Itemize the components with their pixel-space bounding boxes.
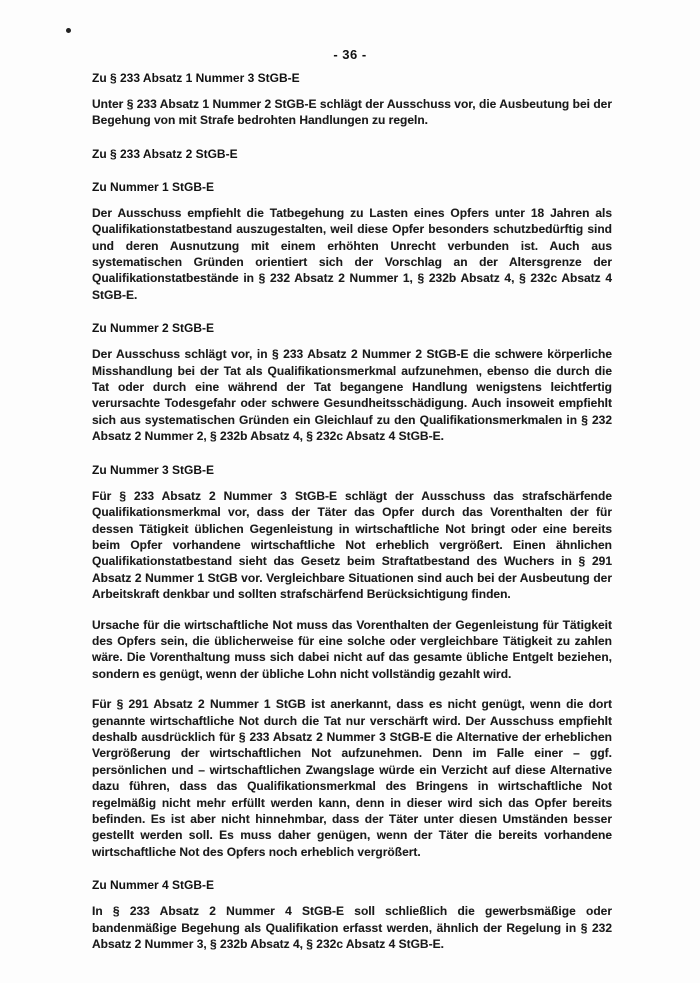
section-paragraph: Der Ausschuss empfiehlt die Tatbegehung zu Lasten eines Opfers unter 18 Jahren als Qualifikationstatbestand auszugestalten, weil diese Opfer besonders schutzbedürftig sind und deren Ausnutzung mit einem erhöhten Unrecht verbunden ist. Auch aus systematischen Gründen orientiert sich der Vorschlag an der Altersgrenze der Qualifikationstatbestände in § 232 Absatz 2 Nummer 1, § 232b Absatz 4, § 232c Absatz 4 StGB-E.: [92, 205, 612, 302]
section-paragraph: Für § 291 Absatz 2 Nummer 1 StGB ist anerkannt, dass es nicht genügt, wenn die dort genannte wirtschaftliche Not durch die Tat nur verschärft wird. Der Ausschuss empfiehlt deshalb ausdrücklich für § 233 Absatz 2 Nummer 3 StGB-E die Alternative der erheblichen Vergrößerung der wirtschaftlichen Not aufzunehmen. Denn im Falle einer – ggf. persönlichen und – wirtschaftlichen Zwangslage würde ein Verzicht auf diese Alternative dazu führen, dass das Qualifikationsmerkmal des Bringens in wirtschaftliche Not regelmäßig nicht mehr erfüllt werden kann, denn in dieser wird sich das Opfer bereits befinden. Es ist aber nicht hinnehmbar, dass der Täter unter diesen Umständen besser gestellt werden soll. Es muss daher genügen, wenn der Täter die bereits vorhandene wirtschaftliche Not des Opfers noch erheblich vergrößert.: [92, 697, 612, 859]
section-paragraph: Unter § 233 Absatz 1 Nummer 2 StGB-E schlägt der Ausschuss vor, die Ausbeutung bei der Begehung von mit Strafe bedrohten Handlungen zu regeln.: [92, 97, 612, 128]
section-paragraph: In § 233 Absatz 2 Nummer 4 StGB-E soll schließlich die gewerbsmäßige oder bandenmäßige Begehung als Qualifikation erfasst werden, ähnlich der Regelung in § 232 Absatz 2 Nummer 3, § 232b Absatz 4, § 232c Absatz 4 StGB-E.: [92, 904, 612, 952]
section-paragraph: Für § 233 Absatz 2 Nummer 3 StGB-E schlägt der Ausschuss das strafschärfende Qualifikationsmerkmal vor, dass der Täter das Opfer durch das Vorenthalten der für dessen Tätigkeit üblichen Gegenleistung in wirtschaftliche Not bringt oder eine bereits beim Opfer vorhandene wirtschaftliche Not erheblich vergrößert. Einen ähnlichen Qualifikationstatbestand sieht das Gesetz beim Straftatbestand des Wuchers in § 291 Absatz 2 Nummer 1 StGB vor. Vergleichbare Situationen sind auch bei der Ausbeutung der Arbeitskraft denkbar und sollten strafschärfend Berücksichtigung finden.: [92, 488, 612, 602]
scan-speck: [66, 28, 71, 33]
section-heading: Zu Nummer 3 StGB-E: [92, 462, 215, 477]
section-heading: Zu Nummer 1 StGB-E: [92, 179, 215, 194]
document-body: [92, 70, 612, 952]
section-heading: Zu § 233 Absatz 1 Nummer 3 StGB-E: [92, 71, 300, 85]
section-heading: Zu § 233 Absatz 2 StGB-E: [92, 146, 238, 161]
page-number: - 36 -: [333, 47, 367, 62]
section-paragraph: Der Ausschuss schlägt vor, in § 233 Absatz 2 Nummer 2 StGB-E die schwere körperliche Misshandlung bei der Tat als Qualifikationsmerkmal aufzunehmen, ebenso die durch die Tat oder durch eine während der Tat begangene Handlung wenigstens leichtfertig verursachte Todesgefahr oder schwere Gesundheitsschädigung. Auch insoweit empfiehlt sich aus systematischen Gründen ein Gleichlauf zu den Qualifikationsmerkmalen in § 232 Absatz 2 Nummer 2, § 232b Absatz 4, § 232c Absatz 4 StGB-E.: [92, 347, 612, 444]
section-paragraph: Ursache für die wirtschaftliche Not muss das Vorenthalten der Gegenleistung für Tätigkeit des Opfers sein, die üblicherweise für eine solche oder vergleichbare Tätigkeit zu zahlen wäre. Die Vorenthaltung muss sich dabei nicht auf das gesamte übliche Entgelt beziehen, sondern es genügt, wenn der übliche Lohn nicht vollständig gezahlt wird.: [92, 617, 612, 681]
section-heading: Zu Nummer 2 StGB-E: [92, 321, 215, 336]
section-heading: Zu Nummer 4 StGB-E: [92, 878, 215, 893]
